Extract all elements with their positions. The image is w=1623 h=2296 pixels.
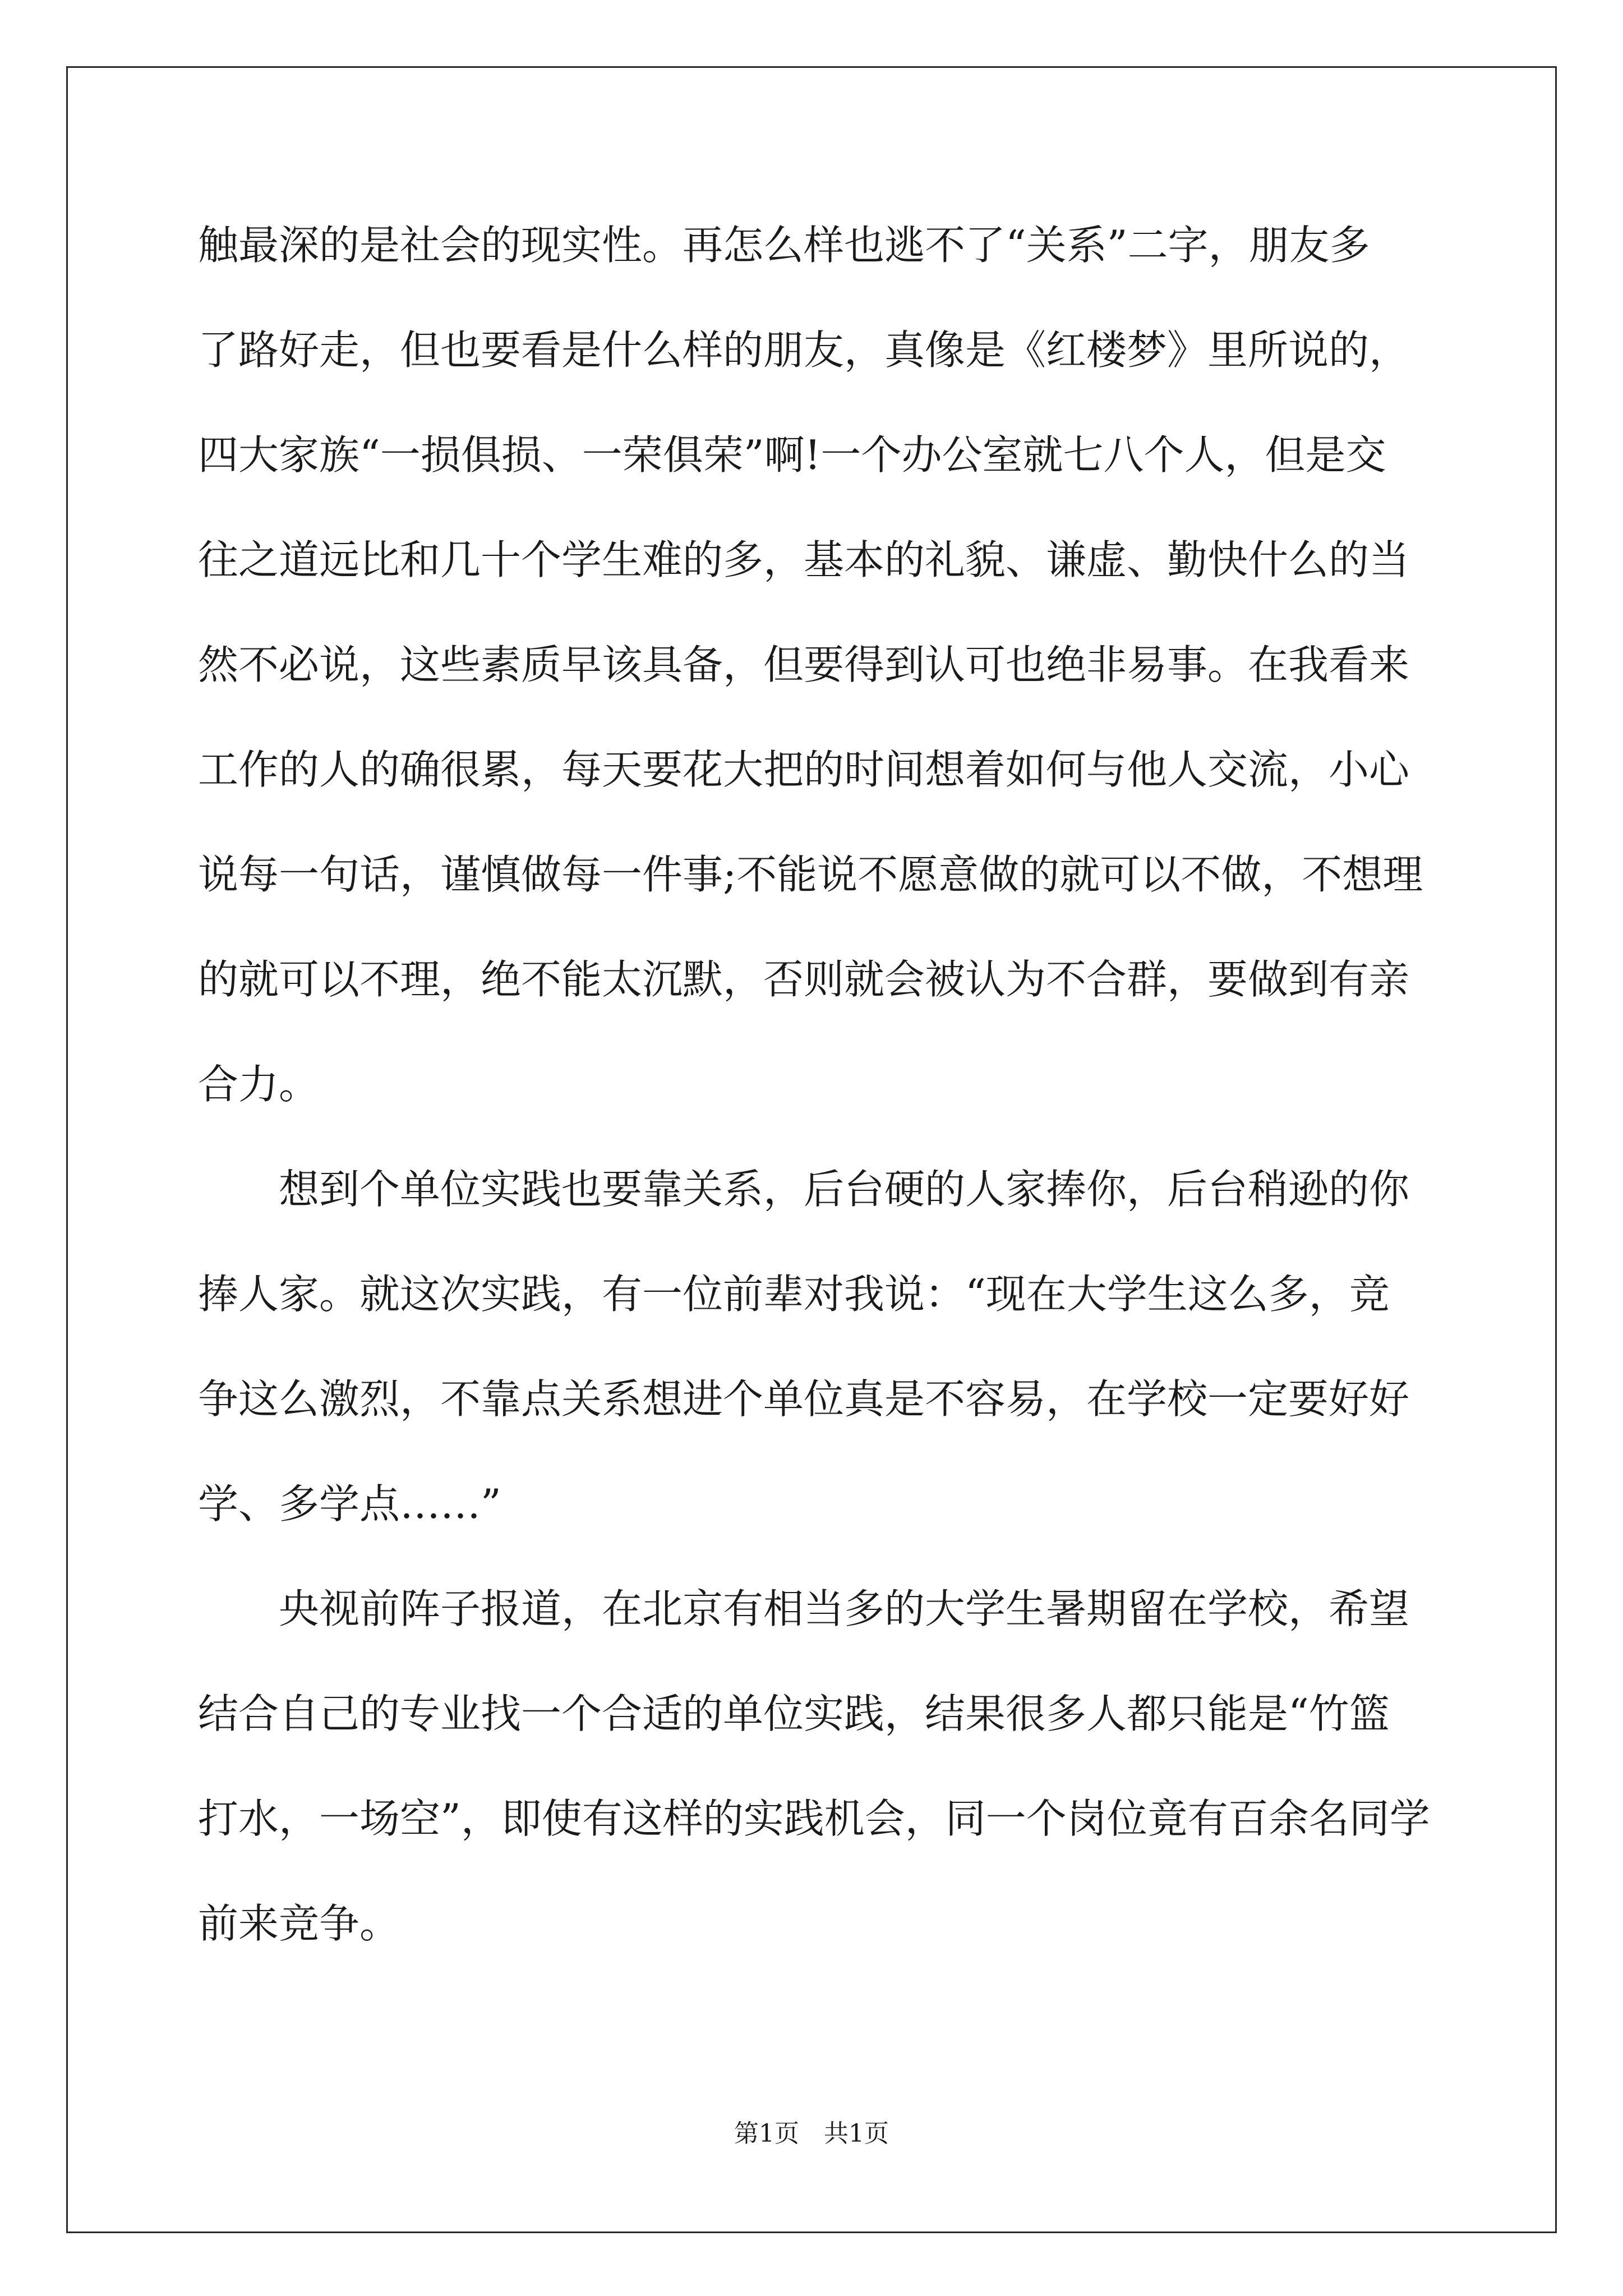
paragraph-1-line-5: 然不必说，这些素质早该具备，但要得到认可也绝非易事。在我看来 — [198, 641, 1410, 688]
paragraph-1-line-6: 工作的人的确很累，每天要花大把的时间想着如何与他人交流，小心 — [198, 746, 1410, 793]
paragraph-3-line-2: 结合自己的专业找一个合适的单位实践，结果很多人都只能是“竹篮 — [198, 1690, 1390, 1737]
paragraph-3-line-3: 打水，一场空”，即使有这样的实践机会，同一个岗位竟有百余名同学 — [198, 1795, 1430, 1842]
paragraph-1-line-2: 了路好走，但也要看是什么样的朋友，真像是《红楼梦》里所说的， — [198, 326, 1410, 374]
paragraph-1-line-9: 合力。 — [198, 1061, 320, 1108]
page-number-footer: 第1页 共1页 — [734, 2119, 889, 2148]
paragraph-2-line-2: 捧人家。就这次实践，有一位前辈对我说：“现在大学生这么多，竞 — [198, 1271, 1390, 1318]
paragraph-1-line-8: 的就可以不理，绝不能太沉默，否则就会被认为不合群，要做到有亲 — [198, 956, 1410, 1003]
paragraph-1-line-7: 说每一句话，谨慎做每一件事;不能说不愿意做的就可以不做，不想理 — [198, 851, 1423, 898]
paragraph-1-line-3: 四大家族“一损俱损、一荣俱荣”啊!一个办公室就七八个人，但是交 — [198, 431, 1386, 478]
paragraph-2-line-4: 学、多学点……” — [198, 1480, 501, 1527]
paragraph-3-line-1: 央视前阵子报道，在北京有相当多的大学生暑期留在学校，希望 — [279, 1585, 1410, 1632]
paragraph-1-line-1: 触最深的是社会的现实性。再怎么样也逃不了“关系”二字，朋友多 — [198, 222, 1370, 269]
paragraph-3-line-4: 前来竞争。 — [198, 1900, 400, 1947]
paragraph-1-line-4: 往之道远比和几十个学生难的多，基本的礼貌、谦虚、勤快什么的当 — [198, 536, 1410, 583]
paragraph-2-line-3: 争这么激烈，不靠点关系想进个单位真是不容易，在学校一定要好好 — [198, 1375, 1410, 1423]
paragraph-2-line-1: 想到个单位实践也要靠关系，后台硬的人家捧你，后台稍逊的你 — [279, 1166, 1410, 1213]
